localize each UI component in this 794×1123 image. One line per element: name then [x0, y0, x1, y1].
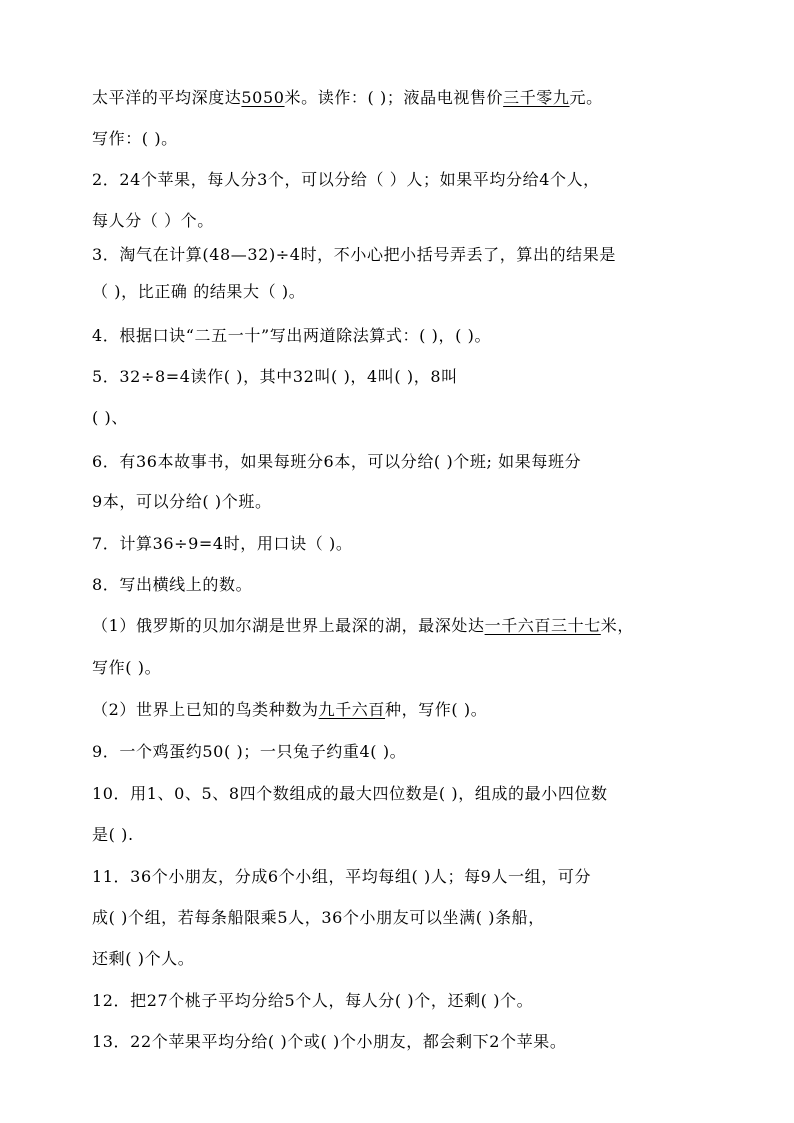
line-text: 9．一个鸡蛋约50( )；一只兔子约重4( )。: [92, 742, 407, 761]
question-5: [92, 367, 712, 387]
line-text: 4．根据口诀“二五一十”写出两道除法算式：( )，( )。: [92, 326, 492, 345]
line-text: 成( )个组，若每条船限乘5人，36个小朋友可以坐满( )条船，: [92, 908, 545, 927]
line-text: 8．写出横线上的数。: [92, 575, 253, 594]
line-text: 米，: [600, 616, 634, 635]
line-text: 11．36个小朋友，分成6个小组，平均每组( )人；每9人一组，可分: [92, 867, 592, 886]
text-line: [92, 658, 712, 678]
line-text: 3．淘气在计算(48—32)÷4时，不小心把小括号弄丢了，算出的结果是: [92, 245, 616, 264]
question-13: [92, 1032, 712, 1052]
underlined-number: 九千六百: [318, 700, 385, 719]
line-text: 太平洋的平均深度达: [92, 88, 242, 107]
line-text: 写作( )。: [92, 658, 162, 677]
text-line: [92, 282, 712, 302]
text-line: [92, 908, 712, 928]
line-text: 元。: [569, 88, 603, 107]
underlined-number: 三千零九: [503, 88, 570, 107]
line-text: 还剩( )个人。: [92, 949, 195, 968]
line-text: 7．计算36÷9=4时，用口诀（ )。: [92, 534, 353, 553]
text-line: [92, 129, 712, 149]
line-text: 12．把27个桃子平均分给5个人，每人分( )个，还剩( )个。: [92, 991, 534, 1010]
line-text: 写作：( )。: [92, 129, 178, 148]
question-10: [92, 784, 712, 804]
question-3: [92, 245, 712, 265]
question-8-1: [92, 616, 712, 636]
text-line: [92, 211, 712, 231]
text-line: [92, 408, 712, 428]
line-text: 9本，可以分给( )个班。: [92, 492, 272, 511]
text-line: [92, 825, 712, 845]
line-text: 10．用1、0、5、8四个数组成的最大四位数是( )，组成的最小四位数: [92, 784, 608, 803]
text-line: [92, 949, 712, 969]
text-line: [92, 88, 712, 108]
line-text: （1）俄罗斯的贝加尔湖是世界上最深的湖，最深处达: [92, 616, 485, 635]
line-text: 2．24个苹果，每人分3个，可以分给（ ）人；如果平均分给4个人，: [92, 170, 600, 189]
question-11: [92, 867, 712, 887]
line-text: （2）世界上已知的鸟类种数为: [92, 700, 319, 719]
line-text: 是( ).: [92, 825, 134, 844]
line-text: 种，写作( )。: [385, 700, 488, 719]
line-text: 每人分（ ）个。: [92, 211, 214, 230]
underlined-number: 5050: [241, 88, 285, 107]
line-text: 5．32÷8=4读作( )，其中32叫( )，4叫( )，8叫: [92, 367, 458, 386]
question-12: [92, 991, 712, 1011]
question-2: [92, 170, 712, 190]
question-8: [92, 575, 712, 595]
question-8-2: [92, 700, 712, 720]
question-9: [92, 742, 712, 762]
line-text: ( )、: [92, 408, 128, 427]
underlined-number: 一千六百三十七: [484, 616, 601, 635]
line-text: 13．22个苹果平均分给( )个或( )个小朋友，都会剩下2个苹果。: [92, 1032, 567, 1051]
line-text: （ )，比正确 的结果大（ )。: [92, 282, 306, 301]
line-text: 6．有36本故事书，如果每班分6本，可以分给( )个班; 如果每班分: [92, 452, 582, 471]
question-6: [92, 452, 712, 472]
question-4: [92, 326, 712, 346]
line-text: 米。读作：( )；液晶电视售价: [284, 88, 504, 107]
question-7: [92, 534, 712, 554]
text-line: [92, 492, 712, 512]
